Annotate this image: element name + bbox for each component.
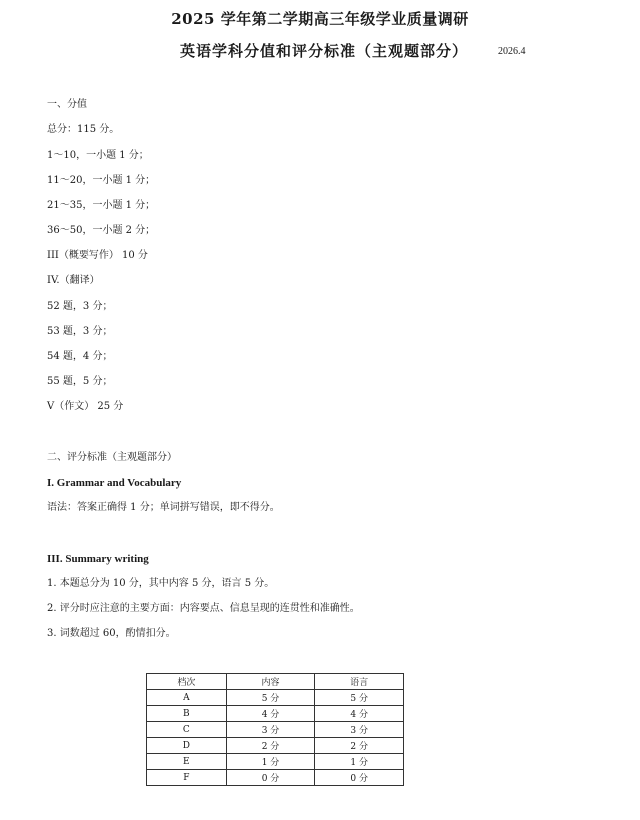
score-item: 21～35，一小题 1 分； — [47, 200, 156, 211]
summary-point: 3. 词数超过 60，酌情扣分。 — [47, 628, 176, 639]
section-heading-scores: 一、分值 — [47, 99, 87, 110]
table-header-cell: 档次 — [147, 674, 227, 690]
table-cell: D — [147, 738, 227, 754]
score-item: 1～10，一小题 1 分； — [47, 150, 149, 161]
score-item: 52 题，3 分； — [47, 301, 113, 312]
document-title: 2025 学年第二学期高三年级学业质量调研 — [171, 10, 469, 28]
summary-point: 1. 本题总分为 10 分，其中内容 5 分，语言 5 分。 — [47, 578, 275, 589]
score-item: III（概要写作） 10 分 — [47, 250, 148, 261]
table-row — [147, 690, 404, 706]
document-subtitle: 英语学科分值和评分标准（主观题部分） — [180, 42, 469, 60]
table-cell: 1 分 — [226, 754, 315, 770]
table-cell: 5 分 — [226, 690, 315, 706]
table-row — [147, 770, 404, 786]
score-item: 36～50，一小题 2 分； — [47, 225, 156, 236]
table-cell: 3 分 — [315, 722, 404, 738]
summary-heading: III. Summary writing — [47, 553, 149, 565]
table-cell: 0 分 — [315, 770, 404, 786]
grade-table — [146, 673, 404, 786]
score-item: 53 题，3 分； — [47, 326, 113, 337]
table-cell: 5 分 — [315, 690, 404, 706]
document-date: 2026.4 — [498, 46, 526, 57]
table-cell: 1 分 — [315, 754, 404, 770]
table-cell: B — [147, 706, 227, 722]
table-row — [147, 738, 404, 754]
score-item: 11～20，一小题 1 分； — [47, 175, 156, 186]
table-header-cell: 语言 — [315, 674, 404, 690]
score-item: IV.（翻译） — [47, 275, 100, 286]
table-cell: 0 分 — [226, 770, 315, 786]
score-item: 54 题，4 分； — [47, 351, 113, 362]
table-header-row — [147, 674, 404, 690]
table-cell: 4 分 — [315, 706, 404, 722]
table-cell: E — [147, 754, 227, 770]
table-row — [147, 722, 404, 738]
table-cell: A — [147, 690, 227, 706]
total-score: 总分：115 分。 — [47, 124, 120, 135]
grammar-text: 语法：答案正确得 1 分；单词拼写错误，即不得分。 — [47, 502, 280, 513]
table-row — [147, 706, 404, 722]
score-item: V（作文） 25 分 — [47, 401, 124, 412]
summary-point: 2. 评分时应注意的主要方面：内容要点、信息呈现的连贯性和准确性。 — [47, 603, 360, 614]
table-cell: F — [147, 770, 227, 786]
table-cell: 2 分 — [226, 738, 315, 754]
table-cell: 3 分 — [226, 722, 315, 738]
table-header-cell: 内容 — [226, 674, 315, 690]
score-item: 55 题，5 分； — [47, 376, 113, 387]
table-row — [147, 754, 404, 770]
table-cell: 2 分 — [315, 738, 404, 754]
table-cell: 4 分 — [226, 706, 315, 722]
table-cell: C — [147, 722, 227, 738]
section-heading-criteria: 二、评分标准（主观题部分） — [47, 452, 177, 463]
grammar-heading: I. Grammar and Vocabulary — [47, 477, 182, 489]
